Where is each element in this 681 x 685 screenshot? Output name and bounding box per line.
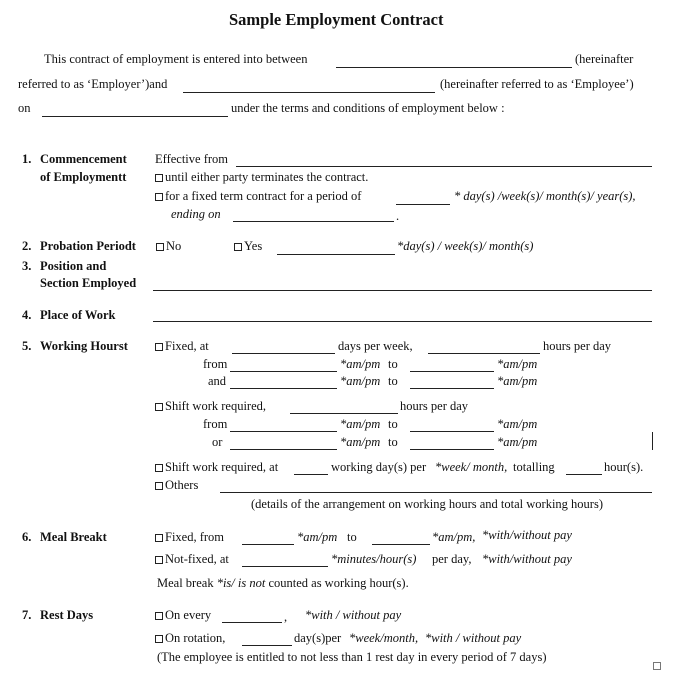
- ampm-label: *am/pm: [497, 435, 538, 449]
- minutes-hours-label: *minutes/hour(s): [331, 552, 417, 566]
- section4-number: 4.: [22, 308, 32, 322]
- shift-to-time-field-2[interactable]: [410, 449, 494, 450]
- checkbox-icon[interactable]: [155, 343, 163, 351]
- text-cursor: [652, 432, 653, 450]
- week-month-label: *week/ month,: [435, 460, 508, 474]
- ending-on-field[interactable]: [233, 221, 394, 222]
- rotation-days-field[interactable]: [242, 645, 292, 646]
- employee-name-field[interactable]: [183, 92, 435, 93]
- checkbox-icon[interactable]: [155, 534, 163, 542]
- hours-per-day-field[interactable]: [428, 353, 540, 354]
- effective-from-field[interactable]: [236, 166, 652, 167]
- shift-from-time-field-2[interactable]: [230, 449, 337, 450]
- meal-break-note: Meal break *is/ is not counted as working hour(s).: [157, 576, 409, 590]
- comma: ,: [284, 610, 288, 624]
- section3-label-2: Section Employed: [40, 276, 137, 290]
- intro-line2: referred to as ‘Employer’)and: [18, 77, 168, 91]
- period-dot: .: [396, 209, 400, 223]
- section4-label: Place of Work: [40, 308, 116, 322]
- rotation-with-without-pay: *with / without pay: [425, 631, 522, 645]
- working-days-per: working day(s) per: [331, 460, 427, 474]
- others-details-field[interactable]: [220, 492, 652, 493]
- rest-on-every-option[interactable]: On every: [155, 609, 211, 622]
- meal-notfixed-option[interactable]: Not-fixed, at: [155, 553, 229, 566]
- to-label: to: [388, 435, 398, 449]
- total-hours-field[interactable]: [566, 474, 602, 475]
- hours-end-label: hour(s).: [604, 460, 644, 474]
- fixed-from-time-field-2[interactable]: [230, 388, 337, 389]
- days-per-week-label: days per week,: [338, 339, 413, 353]
- section6-label: Meal Breakt: [40, 530, 107, 544]
- fixed-hours-option[interactable]: Fixed, at: [155, 340, 209, 353]
- days-per-label: day(s)per: [294, 631, 342, 645]
- ampm-label-2: *am/pm,: [432, 530, 476, 544]
- ampm-label: *am/pm: [340, 374, 381, 388]
- meal-from-field[interactable]: [242, 544, 294, 545]
- document-title: Sample Employment Contract: [229, 10, 444, 29]
- to-label: to: [388, 357, 398, 371]
- section7-number: 7.: [22, 608, 32, 622]
- checkbox-icon[interactable]: [234, 243, 242, 251]
- resize-handle-icon[interactable]: [653, 662, 661, 670]
- rest-rotation-option[interactable]: On rotation,: [155, 632, 225, 645]
- to-label: to: [388, 417, 398, 431]
- ampm-label: *am/pm: [340, 357, 381, 371]
- to-label: to: [388, 374, 398, 388]
- probation-period-field[interactable]: [277, 254, 395, 255]
- shift-to-time-field[interactable]: [410, 431, 494, 432]
- meal-fixed-option[interactable]: Fixed, from: [155, 531, 224, 544]
- fixed-term-period-field[interactable]: [396, 204, 450, 205]
- rest-day-field[interactable]: [222, 622, 282, 623]
- place-of-work-field[interactable]: [153, 321, 652, 322]
- effective-from-label: Effective from: [155, 152, 228, 166]
- contract-date-field[interactable]: [42, 116, 228, 117]
- probation-units: *day(s) / week(s)/ month(s): [397, 239, 534, 253]
- section6-number: 6.: [22, 530, 32, 544]
- days-per-week-field[interactable]: [232, 353, 335, 354]
- section5-number: 5.: [22, 339, 32, 353]
- and-label: and: [208, 374, 227, 388]
- meal-to-field[interactable]: [372, 544, 430, 545]
- position-field[interactable]: [153, 290, 652, 291]
- section1-label-2: of Employmentt: [40, 170, 127, 184]
- checkbox-icon[interactable]: [155, 635, 163, 643]
- checkbox-icon[interactable]: [156, 243, 164, 251]
- shift-at-option[interactable]: Shift work required, at: [155, 461, 278, 474]
- ampm-label: *am/pm: [497, 417, 538, 431]
- shift-required-option[interactable]: Shift work required,: [155, 400, 266, 413]
- from-label: from: [203, 357, 228, 371]
- option-fixed-term[interactable]: for a fixed term contract for a period of: [155, 190, 361, 203]
- checkbox-icon[interactable]: [155, 464, 163, 472]
- on-label: on: [18, 101, 31, 115]
- probation-no[interactable]: No: [156, 240, 181, 253]
- shift-hours-field[interactable]: [290, 413, 398, 414]
- intro-line3: under the terms and conditions of employment below :: [231, 101, 505, 115]
- section3-number: 3.: [22, 259, 32, 273]
- intro-line2-end: (hereinafter referred to as ‘Employee’): [440, 77, 634, 91]
- fixed-from-time-field[interactable]: [230, 371, 337, 372]
- section2-label: Probation Periodt: [40, 239, 136, 253]
- with-without-pay: *with/without pay: [482, 552, 572, 566]
- fixed-to-time-field[interactable]: [410, 371, 494, 372]
- rest-with-without-pay: *with / without pay: [305, 608, 402, 622]
- or-label: or: [212, 435, 223, 449]
- hereinafter-text: (hereinafter: [575, 52, 634, 66]
- section1-number: 1.: [22, 152, 32, 166]
- ampm-label: *am/pm: [340, 417, 381, 431]
- checkbox-icon[interactable]: [155, 556, 163, 564]
- checkbox-icon[interactable]: [155, 612, 163, 620]
- hours-per-day-label: hours per day: [543, 339, 612, 353]
- employer-name-field[interactable]: [336, 67, 572, 68]
- to-label: to: [347, 530, 357, 544]
- ending-on-label: ending on: [171, 207, 221, 221]
- from-label: from: [203, 417, 228, 431]
- checkbox-icon[interactable]: [155, 403, 163, 411]
- ampm-label: *am/pm: [340, 435, 381, 449]
- shift-from-time-field[interactable]: [230, 431, 337, 432]
- ampm-label: *am/pm: [297, 530, 338, 544]
- meal-duration-field[interactable]: [242, 566, 328, 567]
- section5-label: Working Hourst: [40, 339, 128, 353]
- section3-label: Position and: [40, 259, 107, 273]
- section1-label: Commencement: [40, 152, 127, 166]
- shift-days-field[interactable]: [294, 474, 328, 475]
- section7-label: Rest Days: [40, 608, 94, 622]
- checkbox-icon[interactable]: [155, 193, 163, 201]
- totalling-label: totalling: [513, 460, 555, 474]
- section2-number: 2.: [22, 239, 32, 253]
- probation-yes[interactable]: Yes: [234, 240, 262, 253]
- week-month-label: *week/month,: [349, 631, 419, 645]
- checkbox-icon[interactable]: [155, 174, 163, 182]
- with-without-pay: *with/without pay: [482, 528, 572, 542]
- option-until-terminated[interactable]: until either party terminates the contract.: [155, 171, 368, 184]
- fixed-to-time-field-2[interactable]: [410, 388, 494, 389]
- details-note: (details of the arrangement on working hours and total working hours): [251, 497, 603, 511]
- period-units: * day(s) /week(s)/ month(s)/ year(s),: [454, 189, 636, 203]
- checkbox-icon[interactable]: [155, 482, 163, 490]
- intro-line1: This contract of employment is entered into between: [44, 52, 308, 66]
- per-day-label: per day,: [432, 552, 472, 566]
- rest-day-note: (The employee is entitled to not less than 1 rest day in every period of 7 days): [157, 650, 547, 664]
- shift-hours-label: hours per day: [400, 399, 469, 413]
- ampm-label: *am/pm: [497, 374, 538, 388]
- ampm-label: *am/pm: [497, 357, 538, 371]
- others-option[interactable]: Others: [155, 479, 198, 492]
